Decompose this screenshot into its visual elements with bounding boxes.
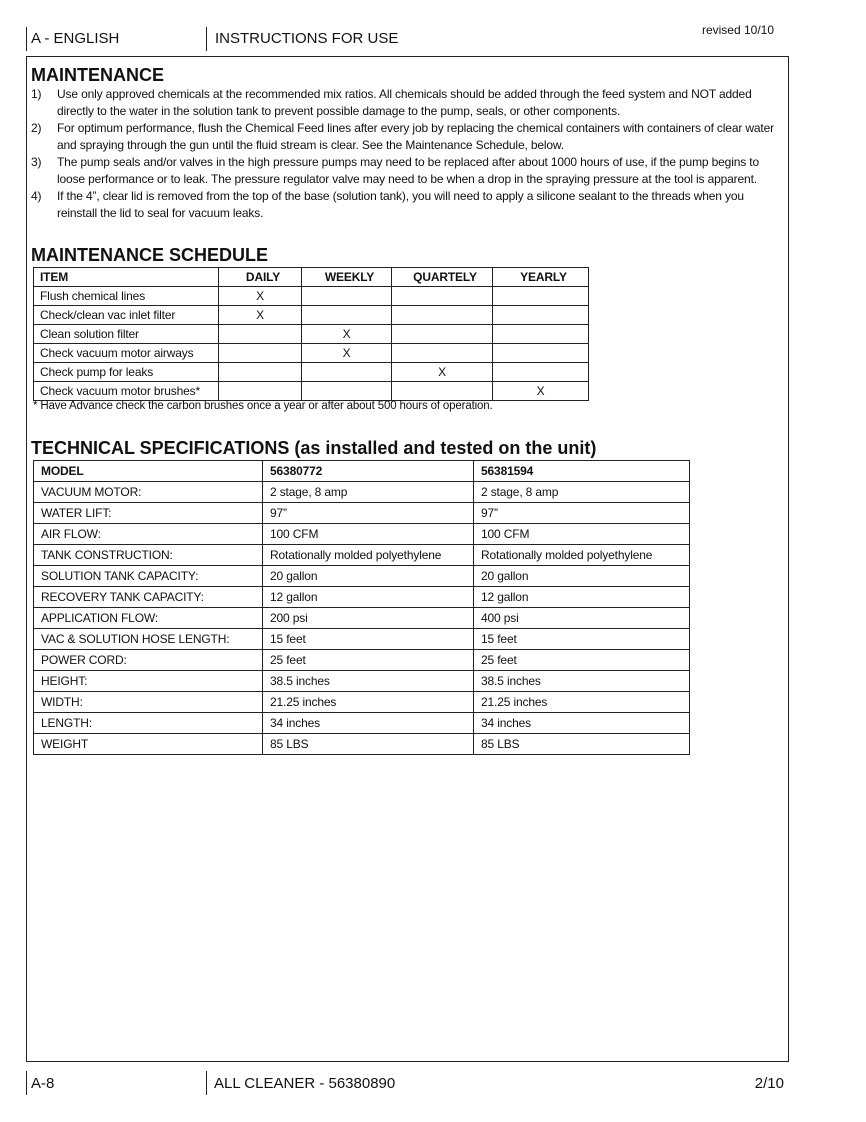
specs-row: WATER LIFT: 97” 97” xyxy=(34,503,690,524)
specs-header-row xyxy=(34,461,690,482)
specs-col-model: MODEL xyxy=(34,461,263,482)
schedule-row: Flush chemical lines X xyxy=(34,287,589,306)
schedule-table xyxy=(33,267,589,401)
specs-row: AIR FLOW: 100 CFM 100 CFM xyxy=(34,524,690,545)
specs-row: SOLUTION TANK CAPACITY: 20 gallon 20 gallon xyxy=(34,566,690,587)
footer-divider xyxy=(206,1071,207,1095)
specs-row: APPLICATION FLOW: 200 psi 400 psi xyxy=(34,608,690,629)
specs-row: WIDTH: 21.25 inches 21.25 inches xyxy=(34,692,690,713)
maintenance-list-wrap xyxy=(31,86,781,222)
specs-row: HEIGHT: 38.5 inches 38.5 inches xyxy=(34,671,690,692)
schedule-col-item: ITEM xyxy=(34,268,219,287)
footer-title: ALL CLEANER - 56380890 xyxy=(214,1075,396,1092)
schedule-col-yearly: YEARLY xyxy=(493,268,589,287)
schedule-footnote: * Have Advance check the carbon brushes once a year or after about 500 hours of operation. xyxy=(33,400,493,412)
schedule-row: Clean solution filter X xyxy=(34,325,589,344)
specs-row: WEIGHT 85 LBS 85 LBS xyxy=(34,734,690,755)
schedule-row: Check vacuum motor airways X xyxy=(34,344,589,363)
specs-row: POWER CORD: 25 feet 25 feet xyxy=(34,650,690,671)
specs-row: TANK CONSTRUCTION: Rotationally molded polyethylene Rotationally molded polyethylene xyxy=(34,545,690,566)
specs-title: TECHNICAL SPECIFICATIONS (as installed and tested on the unit) xyxy=(31,438,597,458)
maintenance-item: 2) For optimum performance, flush the Chemical Feed lines after every job by replacing the chemical containers with containers of clear water and spraying through the gun until the fluid stream is clear. See the Maintenance Schedule, below. xyxy=(31,121,774,152)
schedule-row: Check/clean vac inlet filter X xyxy=(34,306,589,325)
specs-col-model-a: 56380772 xyxy=(263,461,474,482)
schedule-col-weekly: WEEKLY xyxy=(302,268,392,287)
schedule-title: MAINTENANCE SCHEDULE xyxy=(31,245,269,265)
specs-row: VACUUM MOTOR: 2 stage, 8 amp 2 stage, 8 amp xyxy=(34,482,690,503)
footer-date: 2/10 xyxy=(754,1075,784,1092)
footer-left-rule xyxy=(26,1071,27,1095)
header-section: INSTRUCTIONS FOR USE xyxy=(215,30,399,47)
maintenance-title: MAINTENANCE xyxy=(31,65,164,85)
header-divider xyxy=(206,27,207,51)
maintenance-item: 3) The pump seals and/or valves in the high pressure pumps may need to be replaced after about 1000 hours of use, if the pump begins to loose performance or to leak. The pressure regulator valve may need to be when a drop in the spraying pressure at the tool is apparent. xyxy=(31,155,759,186)
footer-page-number: A-8 xyxy=(31,1075,55,1092)
specs-row: VAC & SOLUTION HOSE LENGTH: 15 feet 15 feet xyxy=(34,629,690,650)
header-language: A - ENGLISH xyxy=(31,30,120,47)
specs-row: LENGTH: 34 inches 34 inches xyxy=(34,713,690,734)
schedule-col-quarterly: QUARTELY xyxy=(392,268,493,287)
maintenance-list xyxy=(31,86,781,222)
schedule-header-row xyxy=(34,268,589,287)
specs-table xyxy=(33,460,690,755)
schedule-row: Check pump for leaks X xyxy=(34,363,589,382)
maintenance-item: 4) If the 4”, clear lid is removed from the top of the base (solution tank), you will need to apply a silicone sealant to the threads when you reinstall the lid to seal for vacuum leaks. xyxy=(31,189,744,220)
header-revised: revised 10/10 xyxy=(701,23,774,37)
specs-row: RECOVERY TANK CAPACITY: 12 gallon 12 gallon xyxy=(34,587,690,608)
schedule-col-daily: DAILY xyxy=(219,268,302,287)
schedule-row: Check vacuum motor brushes* X xyxy=(34,382,589,401)
header-left-rule xyxy=(26,27,27,51)
maintenance-item: 1) Use only approved chemicals at the recommended mix ratios. All chemicals should be added through the feed system and NOT added directly to the water in the solution tank to prevent possible damage to the pump, seals, or other components. xyxy=(31,87,752,118)
specs-col-model-b: 56381594 xyxy=(474,461,690,482)
